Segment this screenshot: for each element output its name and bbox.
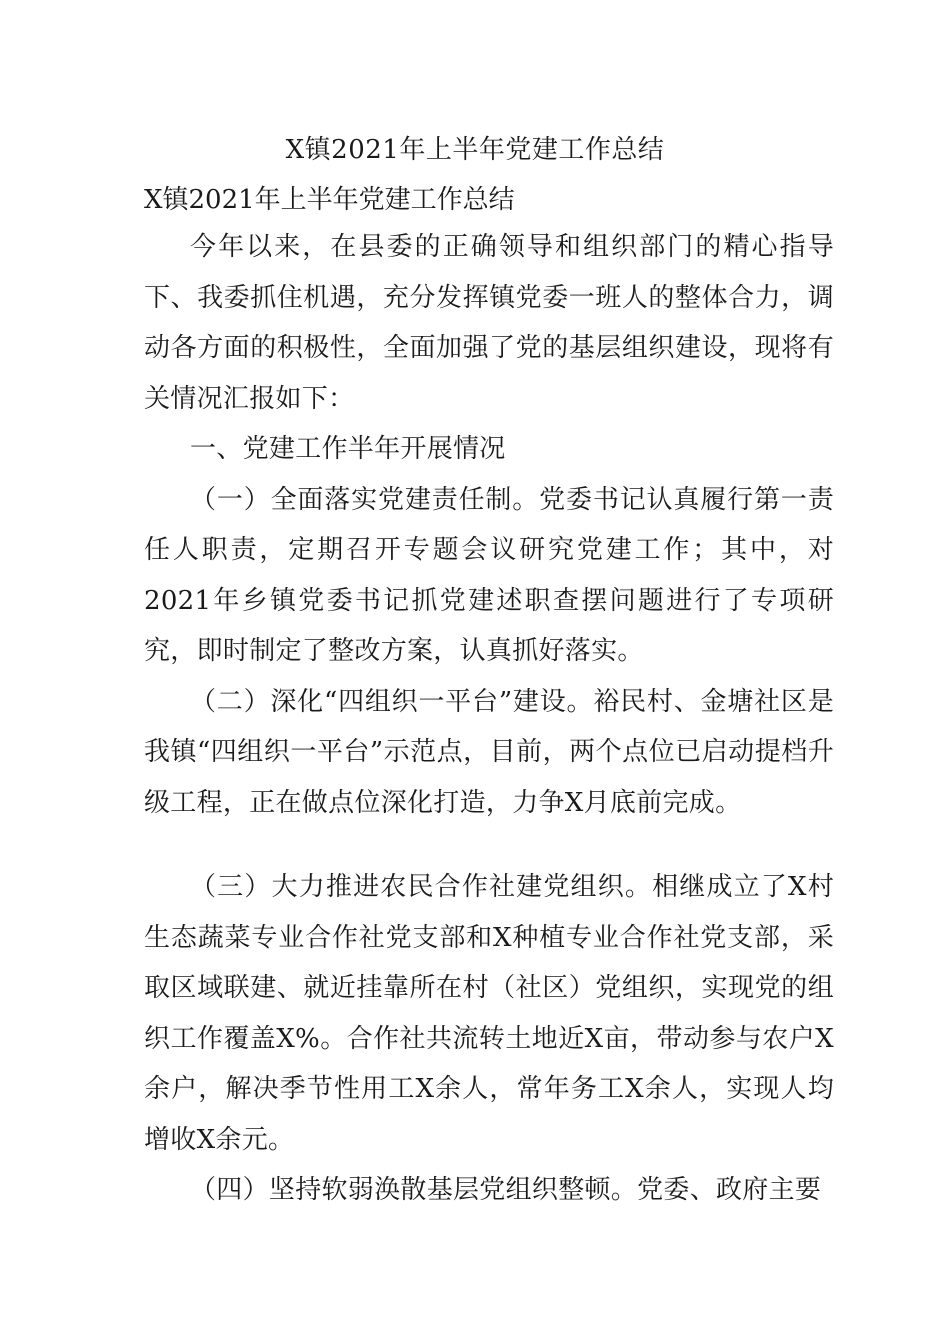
document-title: X镇2021年上半年党建工作总结 — [285, 135, 665, 165]
document-subtitle: X镇2021年上半年党建工作总结 — [144, 185, 515, 215]
document-body-upper — [144, 222, 834, 828]
paragraph-item-3: （三）大力推进农民合作社建党组织。相继成立了X村生态蔬菜专业合作社党支部和X种植专业合作社党支部，采取区域联建、就近挂靠所在村（社区）党组织，实现党的组织工作覆盖X%。合作社共流转土地近X亩，带动参与农户X余户，解决季节性用工X余人，常年务工X余人，实现人均增收X余元。 — [144, 872, 834, 1155]
paragraph-item-4: （四）坚持软弱涣散基层党组织整顿。党委、政府主要 — [190, 1175, 822, 1205]
section-heading: 一、党建工作半年开展情况 — [190, 434, 506, 464]
paragraph-item-2: （二）深化“四组织一平台”建设。裕民村、金塘社区是我镇“四组织一平台”示范点，目前，两个点位已启动提档升级工程，正在做点位深化打造，力争X月底前完成。 — [144, 686, 834, 818]
document-body-lower — [144, 862, 834, 1216]
intro-paragraph: 今年以来，在县委的正确领导和组织部门的精心指导下、我委抓住机遇，充分发挥镇党委一班人的整体合力，调动各方面的积极性，全面加强了党的基层组织建设，现将有关情况汇报如下： — [144, 232, 834, 414]
paragraph-item-1: （一）全面落实党建责任制。党委书记认真履行第一责任人职责，定期召开专题会议研究党建工作；其中，对2021年乡镇党委书记抓党建述职查摆问题进行了专项研究，即时制定了整改方案，认真抓好落实。 — [144, 484, 834, 666]
